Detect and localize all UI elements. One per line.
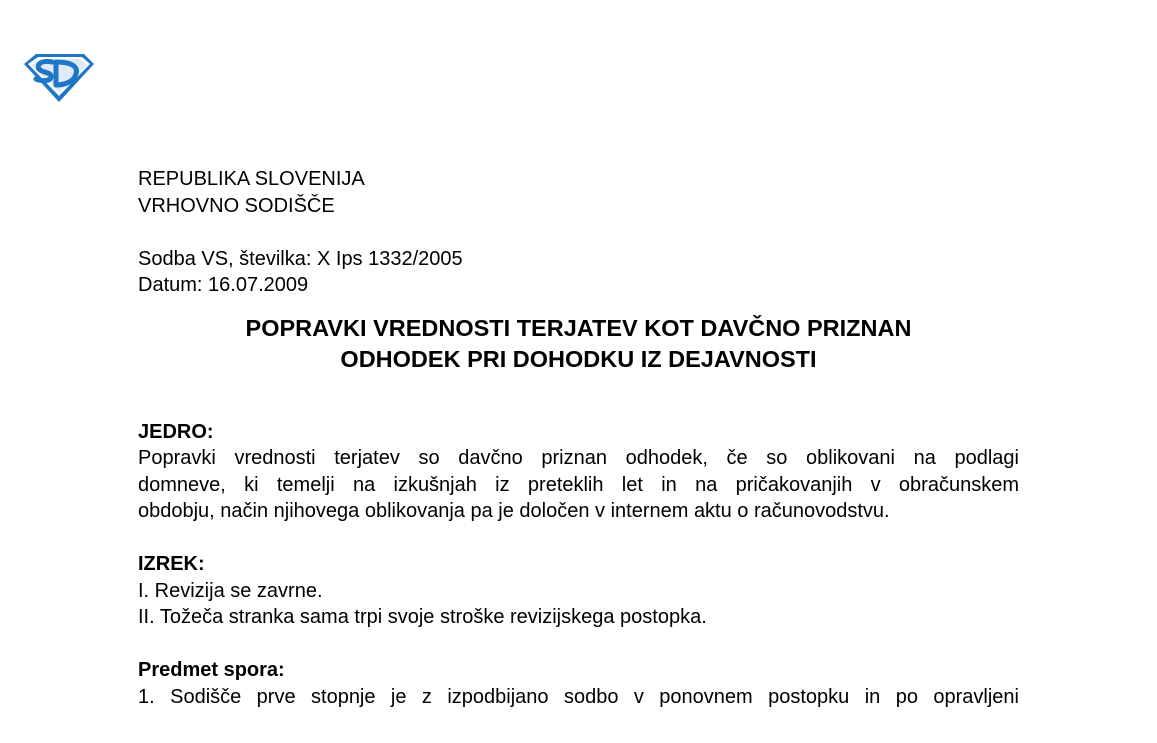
document-title: [138, 313, 1019, 375]
title-line-1: POPRAVKI VREDNOSTI TERJATEV KOT DAVČNO PRIZNAN: [245, 314, 912, 341]
court-name: VRHOVNO SODIŠČE: [138, 194, 335, 217]
title-line-2: ODHODEK PRI DOHODKU IZ DEJAVNOSTI: [340, 345, 817, 372]
predmet-heading: Predmet spora:: [138, 659, 285, 681]
izrek-heading: IZREK:: [138, 553, 205, 575]
jedro-line-3: obdobju, način njihovega oblikovanja pa je določen v internem aktu o računovodstvu.: [138, 500, 890, 522]
jedro-line-2: domneve, ki temelji na izkušnjah iz preteklih let in na pričakovanjih v obračunskem: [138, 473, 1019, 496]
predmet-line-1: 1. Sodišče prve stopnje je z izpodbijano sodbo v ponovnem postopku in po opravljeni: [138, 685, 1019, 708]
country-name: REPUBLIKA SLOVENIJA: [138, 168, 365, 190]
document-body: [138, 166, 1019, 710]
case-number: Sodba VS, številka: X Ips 1332/2005: [138, 247, 463, 270]
izrek-item-2: II. Tožeča stranka sama trpi svoje stroške revizijskega postopka.: [138, 606, 707, 628]
case-date: Datum: 16.07.2009: [138, 274, 309, 296]
jedro-line-1: Popravki vrednosti terjatev so davčno priznan odhodek, če so oblikovani na podlagi: [138, 447, 1019, 469]
court-logo-icon: [22, 50, 96, 104]
izrek-item-1: I. Revizija se zavrne.: [138, 579, 323, 602]
jedro-heading: JEDRO:: [138, 420, 214, 443]
